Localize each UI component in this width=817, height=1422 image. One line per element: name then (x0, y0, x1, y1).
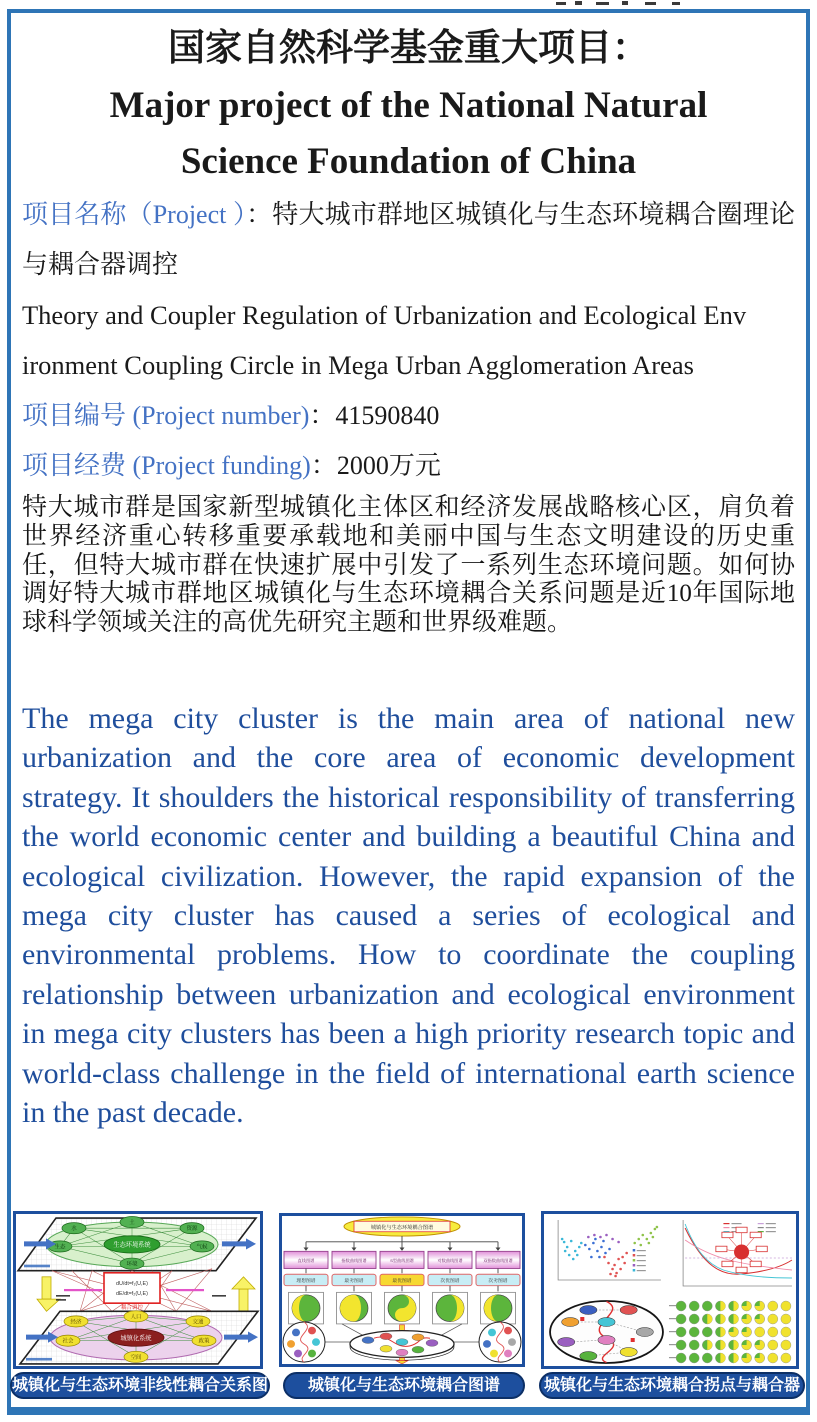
scatter-legend (633, 1249, 646, 1272)
atlas-row2-item2: 最劣图谱 (344, 1277, 364, 1283)
pink-annotation-left (64, 1289, 102, 1291)
yin-mark (580, 1317, 584, 1321)
scatter-plot (558, 1220, 661, 1280)
project-number-value: 41590840 (335, 401, 440, 430)
atlas-right-network (479, 1322, 521, 1362)
atlas-row1-item5: 双指数曲线图谱 (483, 1257, 513, 1263)
atlas-row1-item4: 对数曲线图谱 (437, 1257, 463, 1263)
coupling-regulation-label: 耦合调控 (121, 1305, 143, 1312)
eco-node-water: 水 (71, 1226, 77, 1233)
project-name-colon: ： (246, 200, 273, 229)
project-number-label: 项目编号 (Project number) (22, 401, 310, 430)
yinyang-network (550, 1301, 663, 1363)
project-name-en-line1: Theory and Coupler Regulation of Urbanization and Ecological Env (22, 300, 747, 330)
urban-node-space: 空间 (130, 1354, 142, 1361)
urban-node-society: 社会 (62, 1338, 74, 1345)
coupler-hub (716, 1227, 767, 1273)
eco-node-resource: 资源 (186, 1226, 198, 1233)
page-title-en-line2: Science Foundation of China (180, 141, 637, 182)
eco-system-label: 生态环境系统 (113, 1241, 151, 1249)
urban-node-population: 人口 (130, 1314, 142, 1321)
formula-mark-right (212, 1295, 226, 1297)
coupling-formula-1: dU/dt=f₁(U,E) (116, 1280, 148, 1287)
figure3-canvas (544, 1214, 796, 1366)
project-name-label: 项目名称（Project ） (22, 200, 247, 229)
project-name-en (22, 290, 795, 390)
pink-annotation-right (166, 1289, 204, 1291)
eco-node-ecology: 生态 (54, 1244, 66, 1251)
urban-node-economy: 经济 (70, 1319, 82, 1326)
figure1-caption: 城镇化与生态环境非线性耦合关系图 (10, 1372, 270, 1399)
atlas-row1-item1: 直线图谱 (297, 1257, 315, 1263)
figure-coupling-atlas-tree (279, 1213, 525, 1367)
atlas-row1-drops (306, 1269, 498, 1274)
urban-system-label: 城镇化系统 (120, 1334, 152, 1342)
urban-corner-label-mark (26, 1358, 52, 1361)
atlas-row2-item1: 理想图谱 (296, 1277, 316, 1283)
yang-mark (631, 1338, 635, 1342)
abstract-english: The mega city cluster is the main area of national new urbanization and the core area of economic development strategy. It shoulders the historical responsibility of transferring the world economic center and building a beautiful China and ecological civilization. However, the rapid expansion of the mega city cluster has caused a series of ecological and environmental problems. How to coordinate the coupling relationship between urbanization and ecological environment in mega city clusters has been a high priority research topic and world-class challenge in the field of international earth science in the past decade. (22, 702, 795, 1130)
abstract-chinese: 特大城市群是国家新型城镇化主体区和经济发展战略核心区，肩负着世界经济重心转移重要承载地和美丽中国与生态文明建设的历史重任，但特大城市群在快速扩展中引发了一系列生态环境问题。如何协调好特大城市群地区城镇化与生态环境耦合关系问题是近10年国际地球科学领域关注的高优先研究主题和世界级难题。 (22, 494, 795, 637)
curve-plot (683, 1220, 792, 1286)
figure2-canvas (282, 1216, 522, 1364)
project-funding-colon: ： (310, 451, 337, 480)
formula-mark-left2 (56, 1299, 66, 1301)
atlas-row2-drops (306, 1286, 498, 1292)
atlas-yinyang-row (289, 1292, 516, 1324)
urban-node-policy: 政策 (198, 1338, 210, 1345)
eco-node-climate: 气候 (196, 1244, 208, 1251)
project-name-en-line2: ironment Coupling Circle in Mega Urban Agglomeration Areas (22, 350, 694, 380)
figure-nonlinear-coupling-diagram (13, 1211, 263, 1369)
project-funding-line (22, 441, 795, 491)
figure2-caption: 城镇化与生态环境耦合图谱 (283, 1372, 525, 1399)
eco-plane (18, 1217, 256, 1271)
page-title-en-line1: Major project of the National Natural (109, 85, 708, 126)
project-name-value-cn: 特大城市群地区城镇化与生态环境耦合圈理论与耦合器调控 (22, 200, 795, 279)
pie-grid (669, 1301, 791, 1363)
atlas-row1-item2: 指数曲线图谱 (341, 1257, 367, 1263)
atlas-connectors (306, 1236, 498, 1247)
eco-node-soil: 土 (129, 1220, 135, 1227)
atlas-row1-item3: S型曲线图谱 (390, 1257, 414, 1263)
figure1-canvas (16, 1214, 260, 1366)
down-arrow-icon (37, 1299, 60, 1311)
project-number-line (22, 391, 795, 441)
atlas-root-label: 城镇化与生态环境耦合图谱 (370, 1224, 434, 1231)
project-name-line (22, 190, 795, 290)
project-number-colon: ： (309, 401, 336, 430)
urban-plane (20, 1311, 258, 1364)
atlas-left-network (283, 1322, 325, 1362)
atlas-root (344, 1217, 460, 1236)
project-funding-value: 2000万元 (336, 451, 441, 480)
atlas-row1 (284, 1251, 520, 1268)
atlas-row2-item5: 次劣图谱 (488, 1277, 508, 1283)
coupling-equation-box (104, 1273, 160, 1311)
page-header (22, 20, 795, 190)
eco-node-environment: 环境 (126, 1261, 138, 1268)
atlas-row2-item3: 最优图谱 (392, 1277, 412, 1283)
formula-mark-left (56, 1295, 70, 1297)
atlas-row2 (284, 1274, 520, 1285)
figure-coupling-inflection-coupler (541, 1211, 799, 1369)
coupling-formula-2: dE/dt=f₂(U,E) (116, 1291, 148, 1298)
project-funding-label: 项目经费 (Project funding) (22, 451, 311, 480)
figure3-caption: 城镇化与生态环境耦合拐点与耦合器 (539, 1372, 805, 1399)
up-arrow-icon (232, 1277, 255, 1289)
atlas-center-network (350, 1331, 454, 1361)
eco-corner-label-mark (24, 1265, 50, 1268)
curve-legend (723, 1223, 775, 1232)
urban-node-traffic: 交通 (192, 1319, 204, 1326)
atlas-arrowheads (304, 1248, 501, 1251)
atlas-row2-item4: 次优图谱 (440, 1277, 460, 1283)
page-title-cn: 国家自然科学基金重大项目： (168, 28, 649, 69)
